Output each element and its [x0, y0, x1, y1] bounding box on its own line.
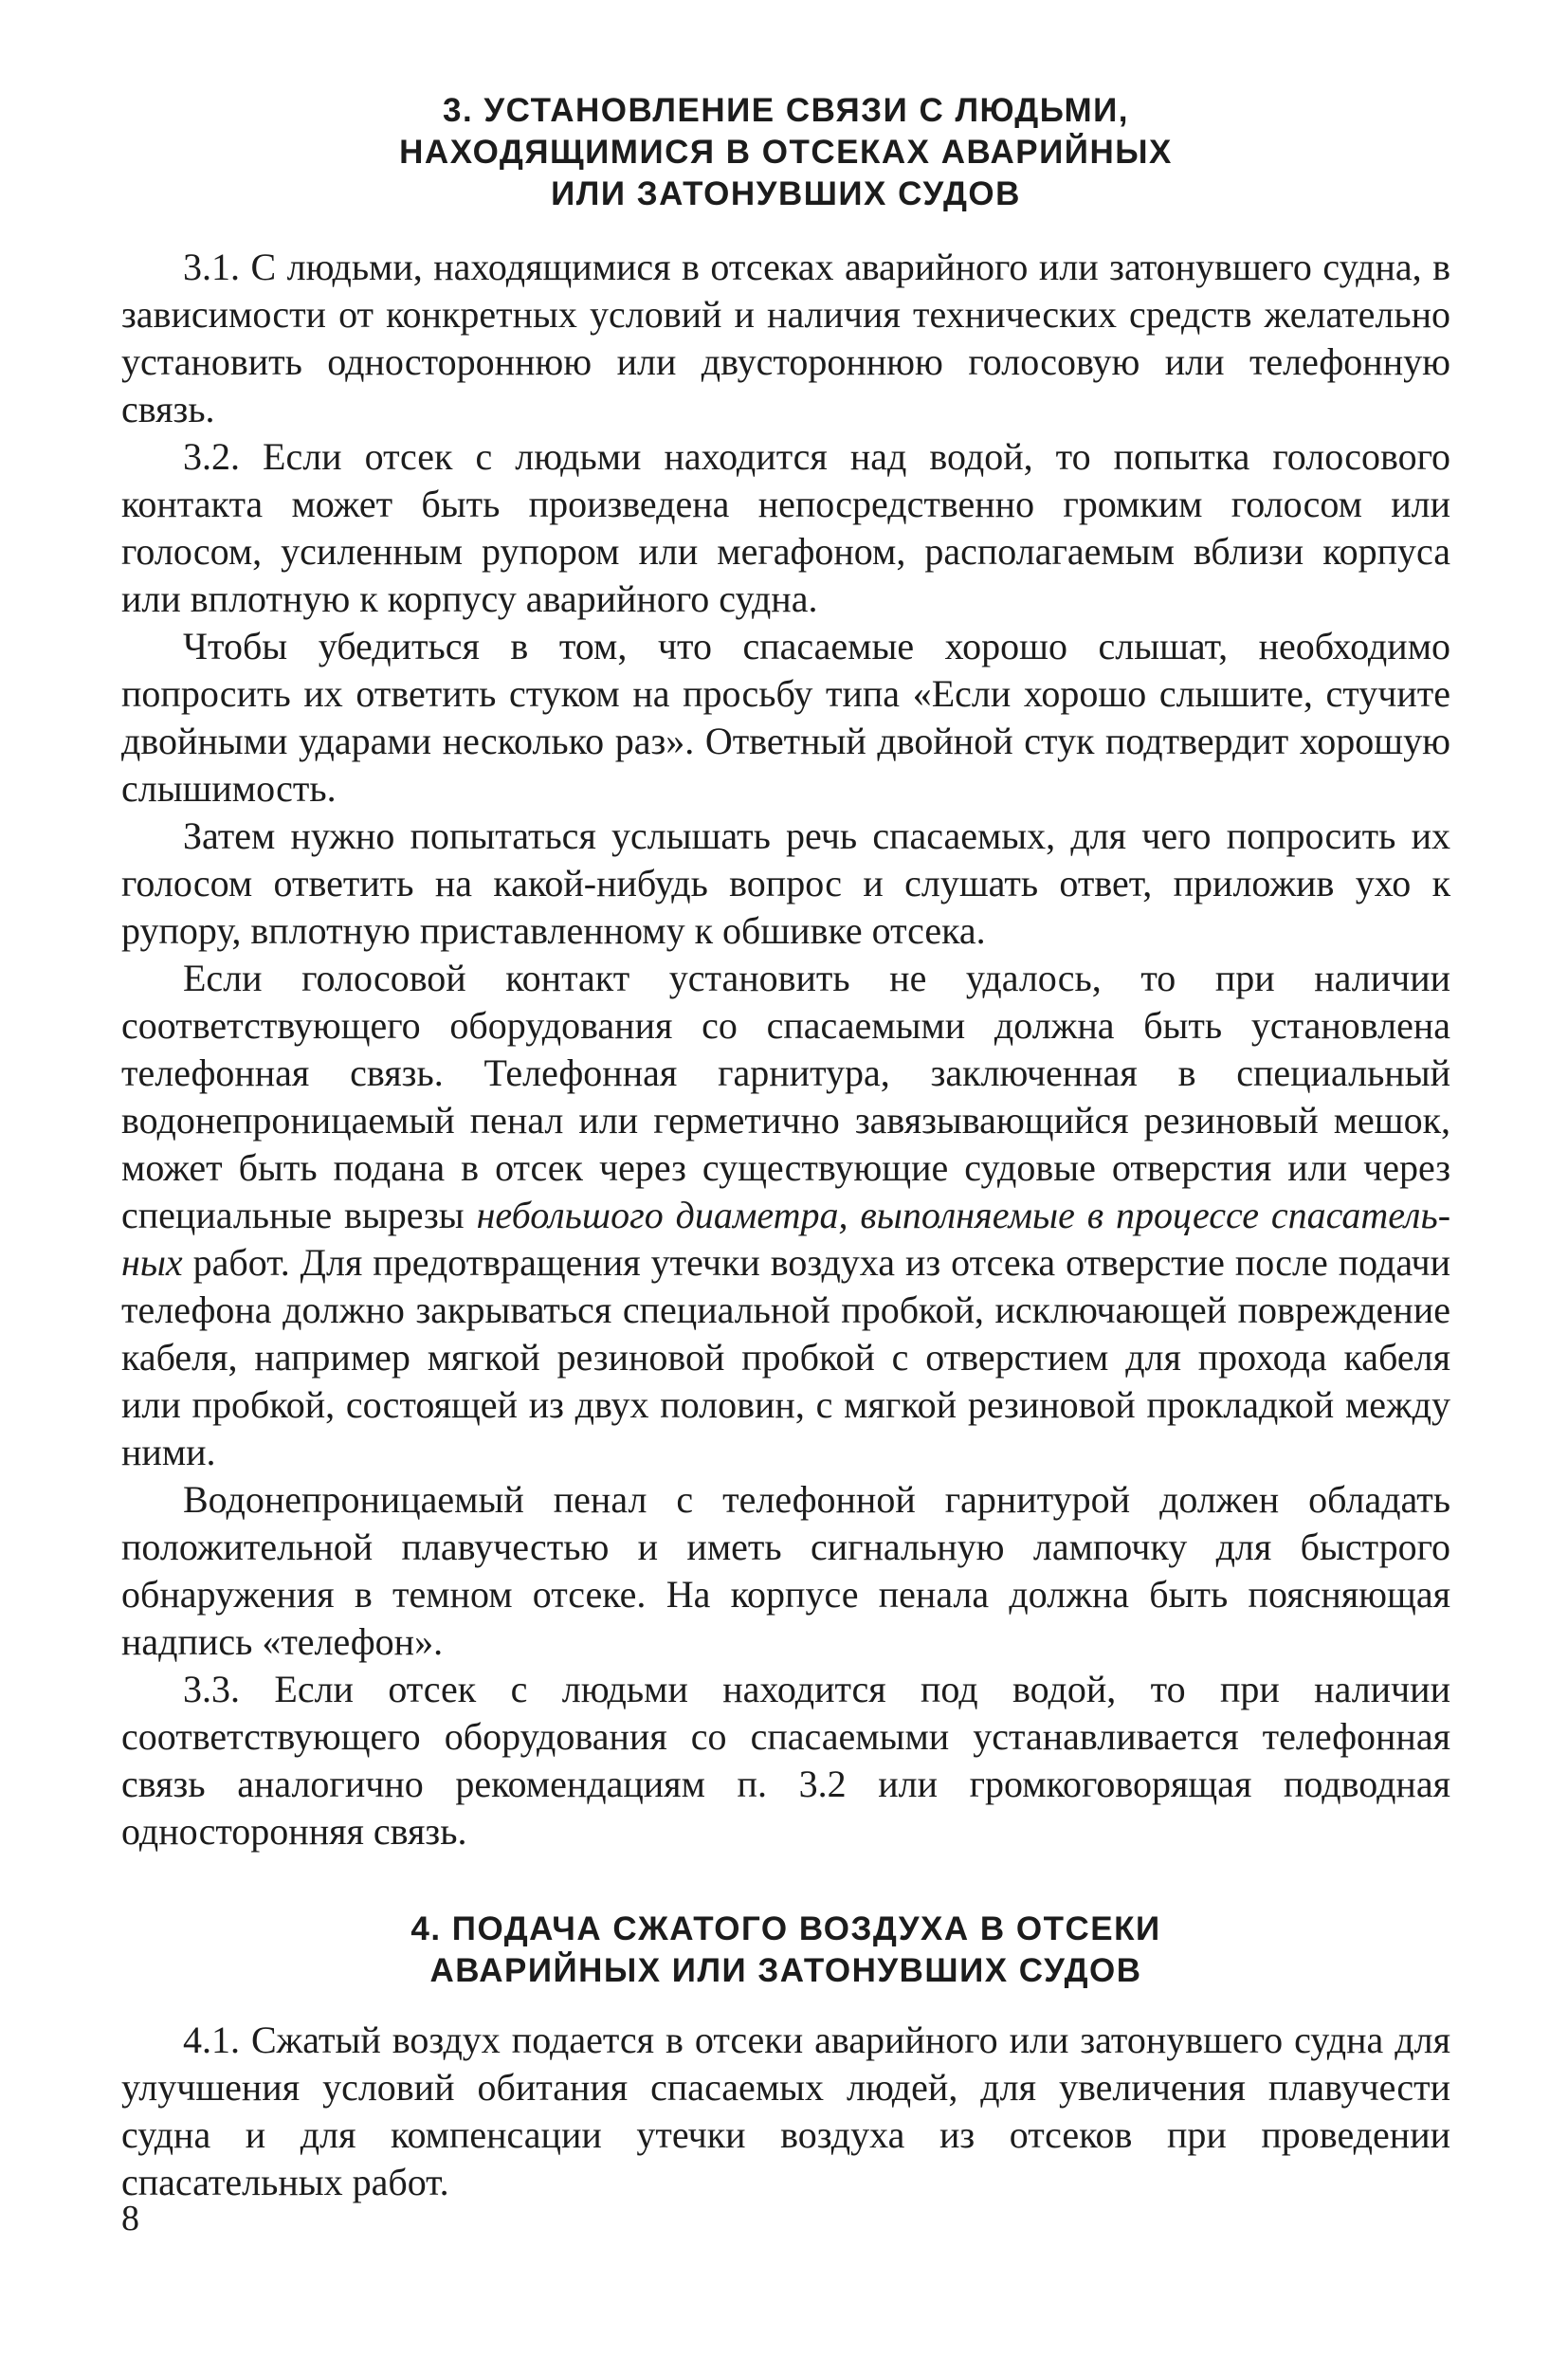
page-number: 8 [121, 2199, 139, 2238]
paragraph-3-1: 3.1. С людьми, находящимися в отсеках аварийного или затонувшего судна, в зависимости от конкретных условий и наличия технических средств желательно установить одностороннюю или двустороннюю голосовую или телефонную связь. [121, 246, 1450, 430]
paragraph-4-1: 4.1. Сжатый воздух подается в отсеки аварийного или затонувшего судна для улучшения условий обитания спасаемых людей, для увеличения плавучести судна и для компенсации утечки воздуха из отсеков при проведении спасательных работ. [121, 2019, 1450, 2203]
paragraph-telephone-link [121, 955, 1450, 1476]
section-4-heading-line: 4. ПОДАЧА СЖАТОГО ВОЗДУХА В ОТСЕКИ [410, 1910, 1161, 1947]
section-4-heading-line: АВАРИЙНЫХ ИЛИ ЗАТОНУВШИХ СУДОВ [429, 1952, 1142, 1989]
paragraph-speech-check: Затем нужно попытаться услышать речь спасаемых, для чего попросить их голосом ответить на какой-нибудь вопрос и слушать ответ, приложив ухо к рупору, вплотную приставленному к обшивке отсека. [121, 814, 1450, 952]
paragraph-hearing-check: Чтобы убедиться в том, что спасаемые хорошо слышат, необходимо попросить их ответить стуком на просьбу типа «Если хорошо слышите, стучите двойными ударами несколько раз». Ответный двойной стук подтвердит хорошую слышимость. [121, 625, 1450, 810]
paragraph-text: работ. Для предотвращения утечки воздуха из отсека отверстие после подачи телефона должно закрываться специальной пробкой, исключающей повреждение кабеля, например мягкой резиновой пробкой с отверстием для прохода кабеля или пробкой, состоящей из двух половин, с мягкой резиновой прокладкой между ними. [121, 1241, 1450, 1473]
paragraph-italic-text: небольшого диаметра, выполняемые в процессе спасательных [121, 1194, 1451, 1284]
paragraph-waterproof-case: Водонепроницаемый пенал с телефонной гарнитурой должен обладать положительной плавучестью и иметь сигнальную лампочку для быстрого обнаружения в темном отсеке. На корпусе пенала должна быть поясняющая надпись «телефон». [121, 1478, 1450, 1663]
document-page [121, 90, 1450, 2206]
section-3-heading-line: НАХОДЯЩИМИСЯ В ОТСЕКАХ АВАРИЙНЫХ [399, 134, 1173, 171]
paragraph-3-2: 3.2. Если отсек с людьми находится над водой, то попытка голосового контакта может быть произведена непосредственно громким голосом или голосом, усиленным рупором или мегафоном, располагаемым вблизи корпуса или вплотную к корпусу аварийного судна. [121, 435, 1450, 620]
section-3-heading-line: ИЛИ ЗАТОНУВШИХ СУДОВ [551, 175, 1021, 212]
section-4-heading [121, 1909, 1450, 1992]
section-3-heading [121, 90, 1450, 215]
paragraph-3-3: 3.3. Если отсек с людьми находится под водой, то при наличии соответствующего оборудования со спасаемыми устанавливается телефонная связь аналогично рекомендациям п. 3.2 или громкоговорящая подводная односторонняя связь. [121, 1668, 1450, 1853]
paragraph-text: Если голосовой контакт установить не удалось, то при наличии соответствующего оборудования со спасаемыми должна быть установлена телефонная связь. Телефонная гарнитура, заключенная в специальный водонепроницаемый пенал или герметично завязывающийся резиновый мешок, может быть подана в отсек через существующие судовые отверстия или через специальные вырезы [121, 957, 1450, 1236]
section-3-heading-line: 3. УСТАНОВЛЕНИЕ СВЯЗИ С ЛЮДЬМИ, [442, 92, 1130, 129]
